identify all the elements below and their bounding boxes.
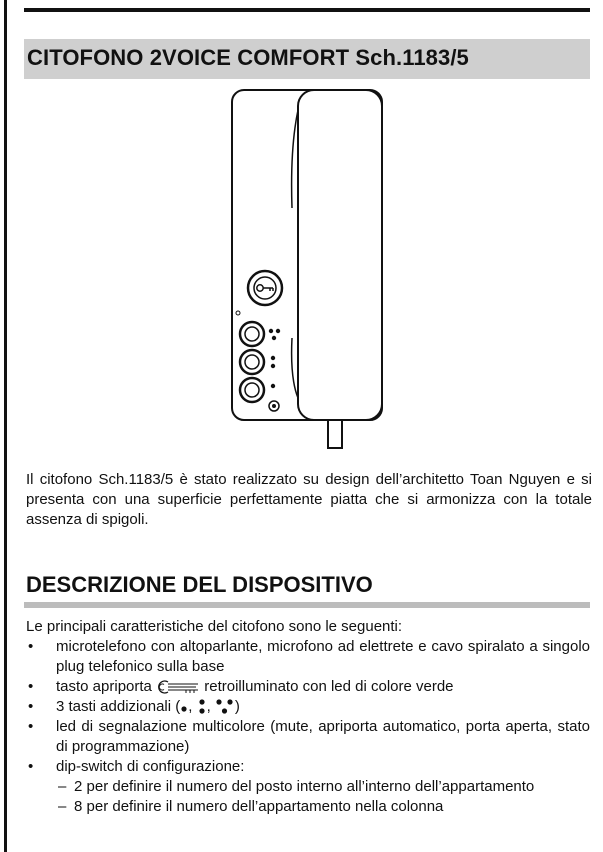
feature-dipswitch-text: dip-switch di configurazione: — [56, 758, 245, 775]
feature-buttons-text-before: 3 tasti addizionali ( — [56, 698, 181, 715]
feature-list — [26, 637, 590, 817]
sublist-item: – 2 per definire il numero del posto interno all’interno dell’appartamento — [56, 777, 590, 797]
sublist-item: – 8 per definire il numero dell’appartamento nella colonna — [56, 797, 590, 817]
feature-key-text-before: tasto apriporta — [56, 678, 152, 695]
status-led — [236, 311, 240, 315]
lead-sentence: Le principali caratteristiche del citofono sono le seguenti: — [26, 618, 403, 635]
additional-button-1 — [240, 322, 280, 346]
intercom-illustration — [230, 88, 386, 450]
list-item: • 3 tasti addizionali ( , , ) — [26, 697, 590, 717]
one-dot-icon — [180, 700, 188, 714]
dipswitch-sublist — [56, 777, 590, 817]
key-icon — [156, 680, 200, 694]
list-item — [26, 717, 590, 757]
feature-led-text: led di segnalazione multicolore (mute, apriporta automatico, porta aperta, stato di programmazione) — [56, 718, 590, 755]
intro-paragraph: Il citofono Sch.1183/5 è stato realizzato su design dell’architetto Toan Nguyen e si presenta con una superficie perfettamente piatta che si armonizza con la totale assenza di spigoli. — [26, 471, 592, 528]
intercom-base — [232, 90, 382, 420]
page-title: CITOFONO 2VOICE COMFORT Sch.1183/5 — [27, 45, 469, 70]
additional-button-3 — [240, 378, 275, 402]
mute-button — [269, 401, 279, 411]
left-margin-rule — [4, 0, 7, 852]
feature-buttons-text-after: ) — [234, 698, 240, 715]
title-bar — [24, 39, 590, 79]
intercom-handset — [298, 90, 382, 420]
list-item — [26, 757, 590, 817]
feature-key-text-after: retroilluminato con led di colore verde — [204, 678, 454, 695]
door-key-button — [248, 271, 282, 305]
three-dots-icon — [215, 698, 235, 716]
section-heading: DESCRIZIONE DEL DISPOSITIVO — [26, 572, 373, 597]
list-item — [26, 637, 590, 677]
section-rule — [24, 602, 590, 608]
top-rule — [24, 8, 590, 12]
two-dots-icon — [197, 698, 207, 716]
additional-button-2 — [240, 350, 275, 374]
list-item — [26, 677, 590, 697]
feature-handset-text: microtelefono con altoparlante, microfono ad elettrete e cavo spiralato a singolo plug telefonico sulla base — [56, 638, 590, 675]
